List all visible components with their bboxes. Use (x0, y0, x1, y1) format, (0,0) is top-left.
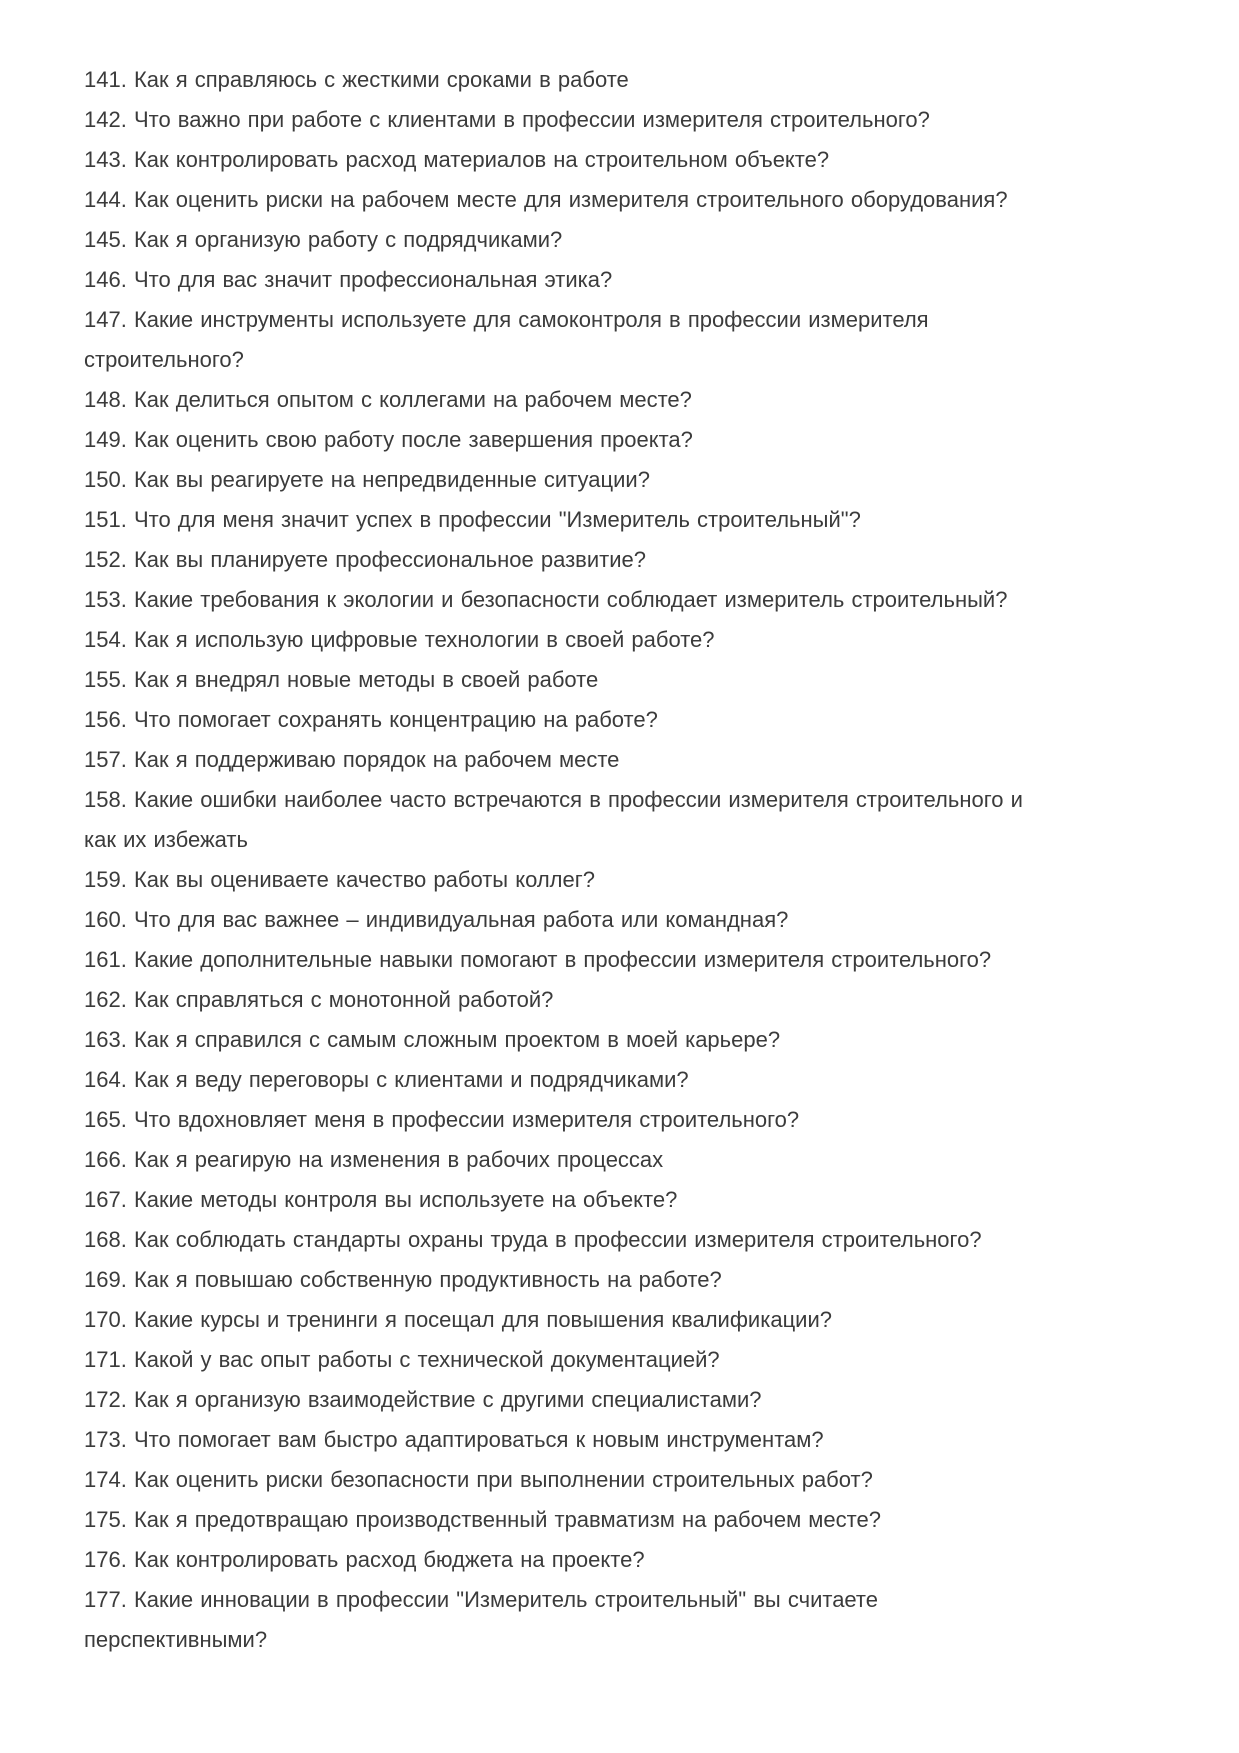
question-number: 155. (84, 667, 127, 692)
question-text: Как я повышаю собственную продуктивность на работе? (133, 1267, 722, 1292)
question-item (84, 1060, 1159, 1100)
question-text: Как я внедрял новые методы в своей работе (133, 667, 599, 692)
question-number: 166. (84, 1147, 127, 1172)
question-item (84, 740, 1159, 780)
question-text: Какие инновации в профессии "Измеритель строительный" вы считаете (133, 1587, 878, 1612)
question-number: 162. (84, 987, 127, 1012)
question-item (84, 660, 1159, 700)
question-text: Какие курсы и тренинги я посещал для повышения квалификации? (133, 1307, 832, 1332)
question-text: Как справляться с монотонной работой? (133, 987, 554, 1012)
question-number: 150. (84, 467, 127, 492)
question-number: 153. (84, 587, 127, 612)
question-list (84, 60, 1159, 1660)
question-number: 174. (84, 1467, 127, 1492)
question-text: Как я поддерживаю порядок на рабочем месте (133, 747, 620, 772)
question-item (84, 540, 1159, 580)
question-text: Как контролировать расход бюджета на проекте? (133, 1547, 645, 1572)
question-number: 173. (84, 1427, 127, 1452)
question-number: 163. (84, 1027, 127, 1052)
question-number: 172. (84, 1387, 127, 1412)
question-text: Какие ошибки наиболее часто встречаются в профессии измерителя строительного и (133, 787, 1023, 812)
question-item (84, 180, 1159, 220)
question-number: 171. (84, 1347, 127, 1372)
question-text: Как вы оцениваете качество работы коллег? (133, 867, 596, 892)
question-text: Что важно при работе с клиентами в профессии измерителя строительного? (133, 107, 930, 132)
question-text: Как контролировать расход материалов на строительном объекте? (133, 147, 830, 172)
question-item (84, 380, 1159, 420)
question-text-continued: перспективными? (84, 1627, 268, 1652)
question-text: Что вдохновляет меня в профессии измерителя строительного? (133, 1107, 800, 1132)
question-number: 143. (84, 147, 127, 172)
question-number: 164. (84, 1067, 127, 1092)
question-item (84, 1460, 1159, 1500)
question-item (84, 1420, 1159, 1460)
question-number: 152. (84, 547, 127, 572)
question-item (84, 860, 1159, 900)
question-item (84, 1500, 1159, 1540)
question-item (84, 940, 1159, 980)
question-number: 141. (84, 67, 127, 92)
question-item (84, 420, 1159, 460)
question-text: Какие дополнительные навыки помогают в профессии измерителя строительного? (133, 947, 992, 972)
question-text: Какие требования к экологии и безопасности соблюдает измеритель строительный? (133, 587, 1008, 612)
question-item (84, 1380, 1159, 1420)
question-item (84, 620, 1159, 660)
question-item (84, 780, 1159, 860)
question-text: Что помогает сохранять концентрацию на работе? (133, 707, 658, 732)
question-number: 168. (84, 1227, 127, 1252)
question-text: Как я использую цифровые технологии в своей работе? (133, 627, 715, 652)
question-number: 149. (84, 427, 127, 452)
question-item (84, 1540, 1159, 1580)
question-item (84, 1300, 1159, 1340)
question-item (84, 300, 1159, 380)
question-number: 165. (84, 1107, 127, 1132)
question-text: Как оценить свою работу после завершения проекта? (133, 427, 693, 452)
question-text: Как я веду переговоры с клиентами и подрядчиками? (133, 1067, 689, 1092)
question-item (84, 1340, 1159, 1380)
question-item (84, 60, 1159, 100)
question-text: Как я реагирую на изменения в рабочих процессах (133, 1147, 664, 1172)
question-number: 157. (84, 747, 127, 772)
question-number: 144. (84, 187, 127, 212)
question-number: 169. (84, 1267, 127, 1292)
question-text: Как делиться опытом с коллегами на рабочем месте? (133, 387, 692, 412)
question-text: Какие методы контроля вы используете на объекте? (133, 1187, 678, 1212)
question-number: 146. (84, 267, 127, 292)
question-number: 160. (84, 907, 127, 932)
question-item (84, 140, 1159, 180)
question-number: 176. (84, 1547, 127, 1572)
question-item (84, 900, 1159, 940)
question-number: 154. (84, 627, 127, 652)
question-item (84, 580, 1159, 620)
question-number: 148. (84, 387, 127, 412)
question-item (84, 1220, 1159, 1260)
question-item (84, 1140, 1159, 1180)
question-text: Как я справился с самым сложным проектом в моей карьере? (133, 1027, 781, 1052)
question-number: 142. (84, 107, 127, 132)
question-text: Как оценить риски безопасности при выполнении строительных работ? (133, 1467, 873, 1492)
question-text: Что для вас важнее – индивидуальная работа или командная? (133, 907, 789, 932)
question-number: 145. (84, 227, 127, 252)
question-text-continued: как их избежать (84, 827, 248, 852)
question-item (84, 220, 1159, 260)
question-number: 175. (84, 1507, 127, 1532)
question-number: 167. (84, 1187, 127, 1212)
question-number: 177. (84, 1587, 127, 1612)
question-item (84, 260, 1159, 300)
question-text: Что для вас значит профессиональная этика? (133, 267, 613, 292)
question-text: Что для меня значит успех в профессии "Измеритель строительный"? (133, 507, 861, 532)
question-text: Как оценить риски на рабочем месте для измерителя строительного оборудования? (133, 187, 1008, 212)
question-text: Как я организую взаимодействие с другими специалистами? (133, 1387, 762, 1412)
question-text: Какие инструменты используете для самоконтроля в профессии измерителя (133, 307, 929, 332)
question-text: Как я предотвращаю производственный травматизм на рабочем месте? (133, 1507, 881, 1532)
question-item (84, 1580, 1159, 1660)
question-item (84, 1100, 1159, 1140)
question-number: 170. (84, 1307, 127, 1332)
question-item (84, 460, 1159, 500)
question-number: 161. (84, 947, 127, 972)
question-number: 151. (84, 507, 127, 532)
question-text: Что помогает вам быстро адаптироваться к новым инструментам? (133, 1427, 824, 1452)
question-text: Какой у вас опыт работы с технической документацией? (133, 1347, 720, 1372)
question-item (84, 700, 1159, 740)
question-item (84, 100, 1159, 140)
question-number: 158. (84, 787, 127, 812)
question-item (84, 1020, 1159, 1060)
question-text-continued: строительного? (84, 347, 244, 372)
question-text: Как вы планируете профессиональное развитие? (133, 547, 646, 572)
question-item (84, 980, 1159, 1020)
question-text: Как я справляюсь с жесткими сроками в работе (133, 67, 629, 92)
question-text: Как соблюдать стандарты охраны труда в профессии измерителя строительного? (133, 1227, 982, 1252)
question-number: 147. (84, 307, 127, 332)
question-item (84, 500, 1159, 540)
question-number: 159. (84, 867, 127, 892)
question-text: Как вы реагируете на непредвиденные ситуации? (133, 467, 650, 492)
question-number: 156. (84, 707, 127, 732)
question-item (84, 1180, 1159, 1220)
question-text: Как я организую работу с подрядчиками? (133, 227, 563, 252)
question-item (84, 1260, 1159, 1300)
